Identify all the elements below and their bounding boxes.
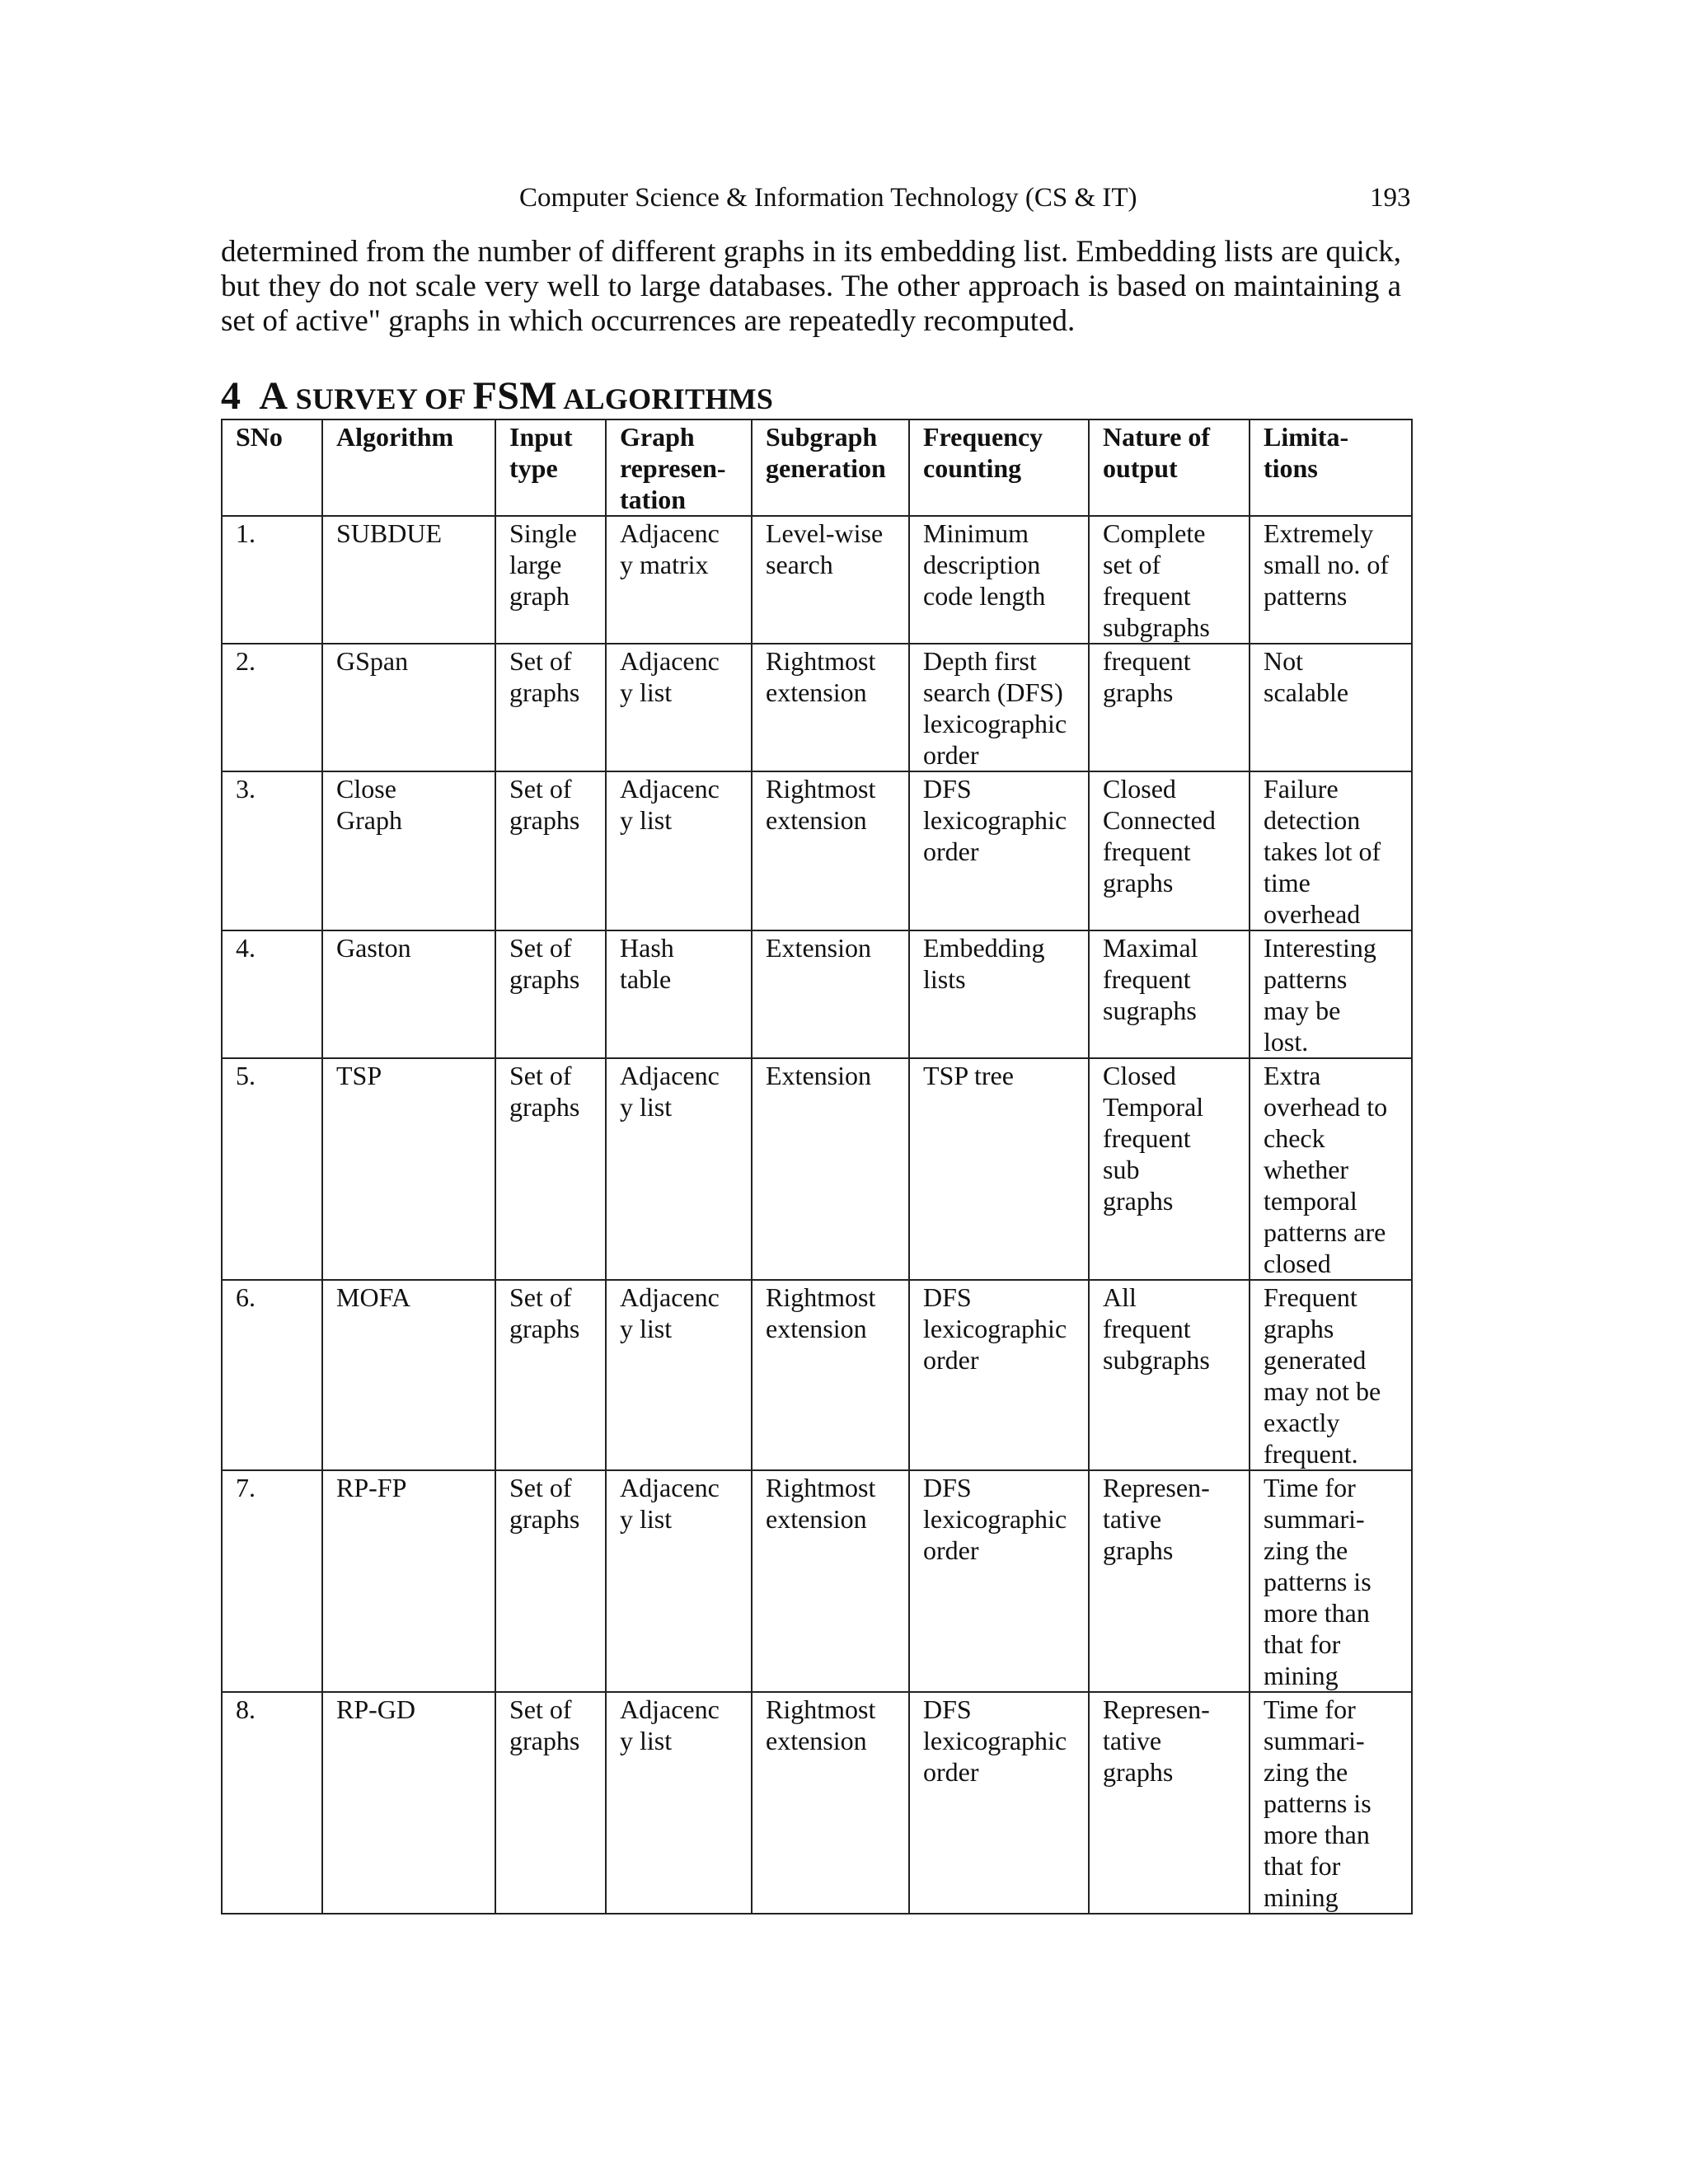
cell-sno: 2.	[222, 644, 322, 771]
cell-frequency-counting: Minimum description code length	[909, 516, 1089, 644]
cell-limitations: Failure detection takes lot of time overhead	[1250, 771, 1412, 930]
cell-subgraph-generation: Rightmost extension	[752, 1280, 909, 1470]
cell-graph-representation: Adjacenc y list	[606, 644, 752, 771]
page-number: 193	[1370, 183, 1411, 213]
cell-algorithm: Close Graph	[322, 771, 495, 930]
cell-frequency-counting: DFS lexicographic order	[909, 771, 1089, 930]
cell-graph-representation: Adjacenc y list	[606, 1280, 752, 1470]
table-row	[222, 1692, 1412, 1914]
cell-input-type: Set of graphs	[495, 771, 606, 930]
cell-nature-of-output: Complete set of frequent subgraphs	[1089, 516, 1250, 644]
cell-subgraph-generation: Rightmost extension	[752, 1692, 909, 1914]
cell-algorithm: TSP	[322, 1058, 495, 1280]
section-heading	[221, 373, 773, 419]
table-row	[222, 930, 1412, 1058]
cell-nature-of-output: Represen- tative graphs	[1089, 1692, 1250, 1914]
cell-algorithm: Gaston	[322, 930, 495, 1058]
cell-frequency-counting: DFS lexicographic order	[909, 1692, 1089, 1914]
cell-graph-representation: Adjacenc y list	[606, 1692, 752, 1914]
cell-limitations: Interesting patterns may be lost.	[1250, 930, 1412, 1058]
cell-sno: 4.	[222, 930, 322, 1058]
cell-subgraph-generation: Rightmost extension	[752, 1470, 909, 1692]
table-header-row	[222, 419, 1412, 516]
cell-frequency-counting: DFS lexicographic order	[909, 1280, 1089, 1470]
cell-subgraph-generation: Extension	[752, 930, 909, 1058]
running-head: Computer Science & Information Technology (CS & IT)	[519, 183, 1137, 213]
header-subgraph-generation: Subgraph generation	[752, 419, 909, 516]
cell-input-type: Single large graph	[495, 516, 606, 644]
cell-input-type: Set of graphs	[495, 1058, 606, 1280]
section-title-algorithms: ALGORITHMS	[556, 382, 774, 415]
cell-algorithm: RP-GD	[322, 1692, 495, 1914]
cell-nature-of-output: All frequent subgraphs	[1089, 1280, 1250, 1470]
section-title-survey-of: SURVEY OF	[288, 382, 473, 415]
table-row	[222, 1280, 1412, 1470]
cell-nature-of-output: Closed Temporal frequent sub graphs	[1089, 1058, 1250, 1280]
cell-limitations: Extremely small no. of patterns	[1250, 516, 1412, 644]
cell-input-type: Set of graphs	[495, 1692, 606, 1914]
cell-nature-of-output: Closed Connected frequent graphs	[1089, 771, 1250, 930]
header-frequency-counting: Frequency counting	[909, 419, 1089, 516]
fsm-algorithms-table	[221, 419, 1413, 1915]
cell-subgraph-generation: Rightmost extension	[752, 771, 909, 930]
cell-graph-representation: Adjacenc y list	[606, 1058, 752, 1280]
cell-sno: 8.	[222, 1692, 322, 1914]
cell-sno: 1.	[222, 516, 322, 644]
cell-algorithm: MOFA	[322, 1280, 495, 1470]
header-input-type: Input type	[495, 419, 606, 516]
header-limitations: Limita- tions	[1250, 419, 1412, 516]
cell-algorithm: RP-FP	[322, 1470, 495, 1692]
table-row	[222, 1470, 1412, 1692]
table-row	[222, 516, 1412, 644]
cell-graph-representation: Adjacenc y list	[606, 771, 752, 930]
cell-graph-representation: Hash table	[606, 930, 752, 1058]
cell-input-type: Set of graphs	[495, 1280, 606, 1470]
body-paragraph: determined from the number of different graphs in its embedding list. Embedding lists are quick, but they do not scale very well to large databases. The other approach is based on maintaining a set of active" graphs in which occurrences are repeatedly recomputed.	[221, 235, 1401, 338]
cell-sno: 3.	[222, 771, 322, 930]
cell-limitations: Time for summari- zing the patterns is more than that for mining	[1250, 1692, 1412, 1914]
cell-sno: 5.	[222, 1058, 322, 1280]
section-title-fsm: FSM	[472, 374, 557, 418]
header-algorithm: Algorithm	[322, 419, 495, 516]
cell-subgraph-generation: Rightmost extension	[752, 644, 909, 771]
cell-input-type: Set of graphs	[495, 930, 606, 1058]
cell-frequency-counting: Depth first search (DFS) lexicographic order	[909, 644, 1089, 771]
cell-sno: 6.	[222, 1280, 322, 1470]
cell-subgraph-generation: Extension	[752, 1058, 909, 1280]
cell-limitations: Not scalable	[1250, 644, 1412, 771]
cell-sno: 7.	[222, 1470, 322, 1692]
table-row	[222, 771, 1412, 930]
cell-nature-of-output: Represen- tative graphs	[1089, 1470, 1250, 1692]
section-title-a: A	[259, 374, 288, 418]
cell-frequency-counting: TSP tree	[909, 1058, 1089, 1280]
cell-limitations: Time for summari- zing the patterns is more than that for mining	[1250, 1470, 1412, 1692]
cell-algorithm: GSpan	[322, 644, 495, 771]
table-row	[222, 1058, 1412, 1280]
cell-input-type: Set of graphs	[495, 644, 606, 771]
cell-limitations: Extra overhead to check whether temporal patterns are closed	[1250, 1058, 1412, 1280]
cell-nature-of-output: Maximal frequent sugraphs	[1089, 930, 1250, 1058]
cell-frequency-counting: DFS lexicographic order	[909, 1470, 1089, 1692]
cell-limitations: Frequent graphs generated may not be exactly frequent.	[1250, 1280, 1412, 1470]
cell-subgraph-generation: Level-wise search	[752, 516, 909, 644]
cell-graph-representation: Adjacenc y list	[606, 1470, 752, 1692]
table-body	[222, 516, 1412, 1914]
section-number: 4	[221, 374, 241, 418]
table-row	[222, 644, 1412, 771]
cell-input-type: Set of graphs	[495, 1470, 606, 1692]
cell-nature-of-output: frequent graphs	[1089, 644, 1250, 771]
header-graph-representation: Graph represen- tation	[606, 419, 752, 516]
header-sno: SNo	[222, 419, 322, 516]
cell-graph-representation: Adjacenc y matrix	[606, 516, 752, 644]
cell-frequency-counting: Embedding lists	[909, 930, 1089, 1058]
header-nature-of-output: Nature of output	[1089, 419, 1250, 516]
cell-algorithm: SUBDUE	[322, 516, 495, 644]
